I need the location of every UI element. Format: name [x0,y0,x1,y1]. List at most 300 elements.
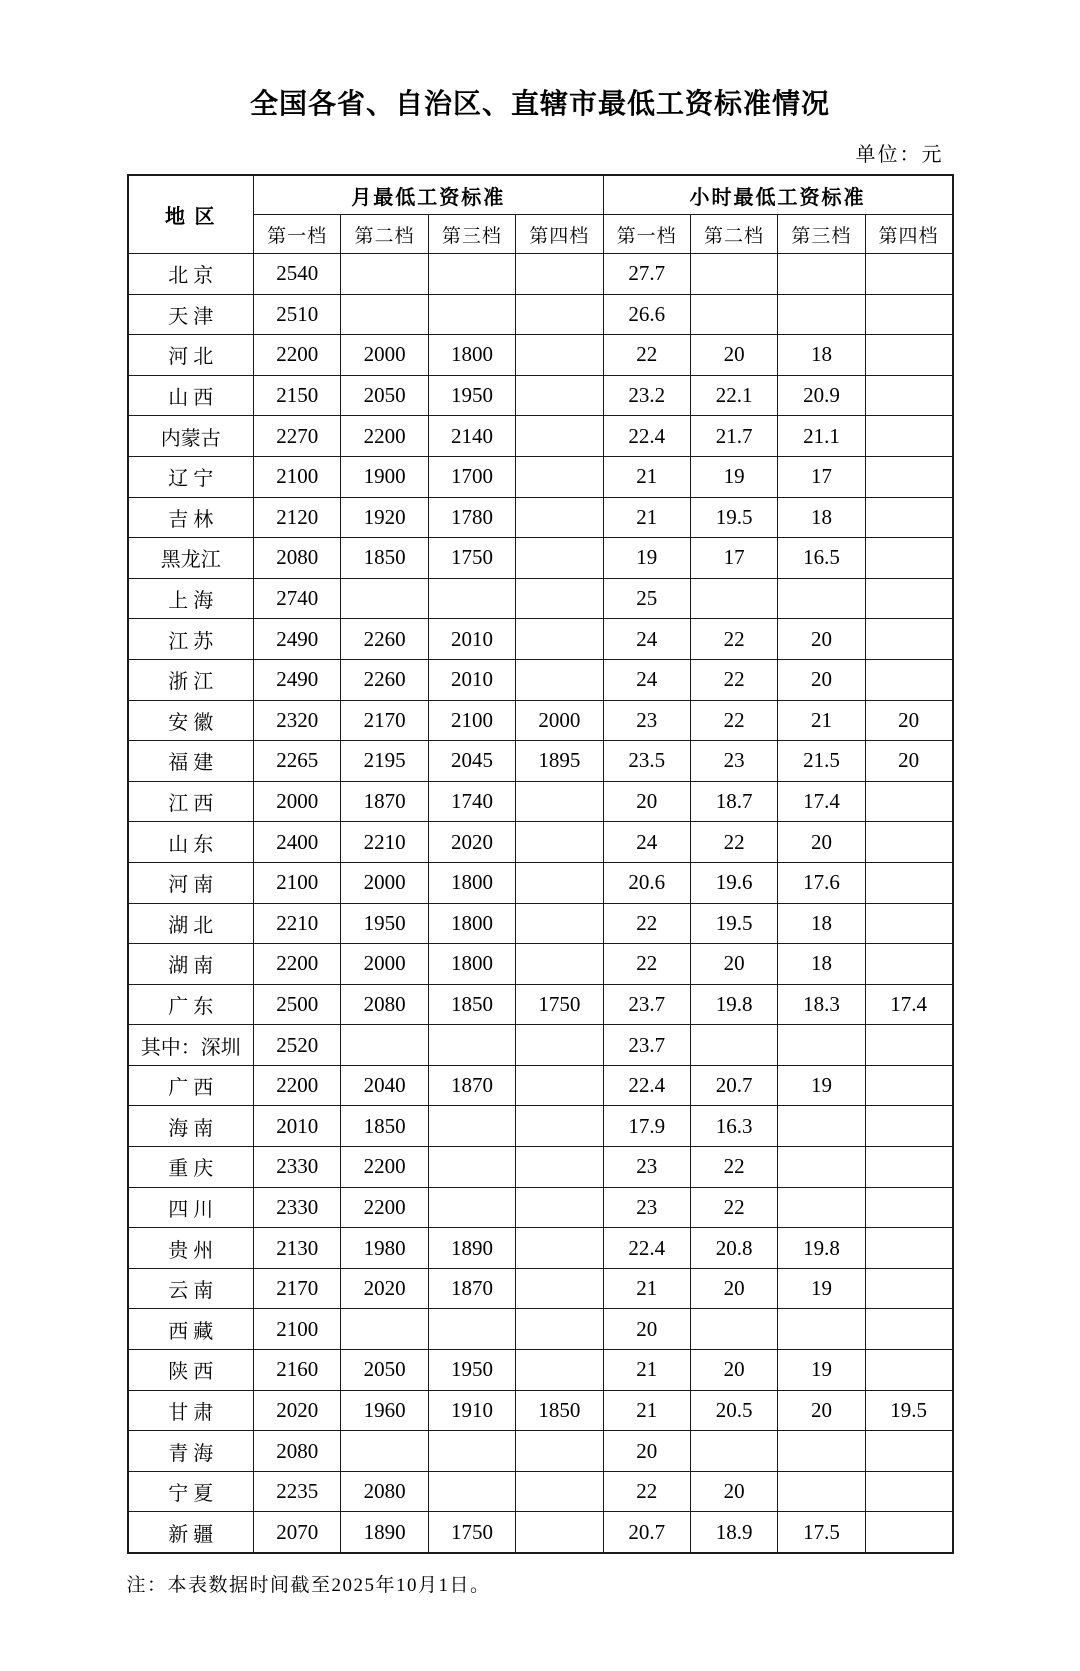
region-cell: 江 西 [128,781,254,822]
hourly-tier-3-cell [778,1471,865,1512]
monthly-tier-4-cell [516,822,603,863]
table-row [128,1350,953,1391]
hourly-tier-4-cell: 20 [865,700,952,741]
table-row [128,1512,953,1553]
hourly-tier-2-cell: 22 [690,822,777,863]
monthly-tier-2-cell: 2200 [341,1187,428,1228]
hourly-tier-1-cell: 23 [603,1147,690,1188]
table-row [128,781,953,822]
hourly-tier-4-cell [865,375,952,416]
monthly-tier-4-cell: 2000 [516,700,603,741]
hourly-tier-4-cell [865,862,952,903]
region-column-header: 地 区 [128,175,254,254]
hourly-tier-4-cell [865,578,952,619]
monthly-tier-3-cell: 1700 [428,456,515,497]
region-cell: 吉 林 [128,497,254,538]
monthly-tier-1-cell: 2740 [254,578,341,619]
hourly-tier-4-cell [865,294,952,335]
monthly-tier-4-cell [516,1147,603,1188]
monthly-tier-3-cell: 1800 [428,335,515,376]
monthly-tier-2-cell: 2000 [341,862,428,903]
region-cell: 其中：深圳 [128,1025,254,1066]
hourly-tier-1-cell: 22 [603,335,690,376]
hourly-tier-3-cell [778,1147,865,1188]
hourly-tier-1-cell: 23 [603,700,690,741]
monthly-tier-4-cell [516,1106,603,1147]
hourly-tier-3-cell [778,1187,865,1228]
monthly-tier-4-cell [516,862,603,903]
hourly-tier-3-cell: 20 [778,822,865,863]
hourly-tier-3-cell: 19 [778,1065,865,1106]
hourly-tier-3-cell: 18 [778,497,865,538]
table-row [128,1431,953,1472]
monthly-tier-4-cell [516,1431,603,1472]
table-container [127,138,954,1554]
hourly-tier-2-cell: 22 [690,659,777,700]
region-cell: 河 南 [128,862,254,903]
monthly-tier-1-cell: 2150 [254,375,341,416]
monthly-tier-2-cell: 2260 [341,659,428,700]
region-cell: 河 北 [128,335,254,376]
hourly-tier-1-cell: 20 [603,1431,690,1472]
monthly-tier-2-cell: 2000 [341,944,428,985]
hourly-tier-1-cell: 22.4 [603,1065,690,1106]
monthly-tier-2-cell: 2050 [341,375,428,416]
monthly-tier-1-cell: 2200 [254,335,341,376]
hourly-tier-3-cell: 20 [778,1390,865,1431]
hourly-tier-3-cell [778,1025,865,1066]
monthly-tier-2-cell: 1900 [341,456,428,497]
hourly-tier-4-cell [865,822,952,863]
hourly-tier-4-cell [865,1106,952,1147]
region-cell: 北 京 [128,254,254,295]
monthly-tier-1-cell: 2210 [254,903,341,944]
table-row [128,1106,953,1147]
monthly-tier-3-cell: 1800 [428,944,515,985]
region-cell: 重 庆 [128,1147,254,1188]
hourly-tier-2-cell: 18.7 [690,781,777,822]
monthly-tier-1-cell: 2520 [254,1025,341,1066]
monthly-tier-4-cell [516,1350,603,1391]
monthly-tier-3-cell: 1780 [428,497,515,538]
monthly-tier-4-cell: 1750 [516,984,603,1025]
hourly-tier-3-cell: 18.3 [778,984,865,1025]
hourly-tier-1-cell: 23.2 [603,375,690,416]
hourly-tier-4-cell [865,944,952,985]
hourly-tier-1-cell: 21 [603,1390,690,1431]
monthly-tier-4-cell [516,1065,603,1106]
region-cell: 广 东 [128,984,254,1025]
monthly-tier-4-cell [516,335,603,376]
monthly-tier-1-cell: 2120 [254,497,341,538]
hourly-tier-3-cell: 17.6 [778,862,865,903]
region-cell: 浙 江 [128,659,254,700]
monthly-tier-3-cell [428,1431,515,1472]
hourly-tier-2-cell [690,578,777,619]
table-row [128,619,953,660]
table-row [128,822,953,863]
monthly-tier-1-cell: 2235 [254,1471,341,1512]
monthly-tier-4-cell [516,1228,603,1269]
hourly-tier-1-cell: 24 [603,659,690,700]
tier-header-monthly-3: 第三档 [428,215,515,254]
hourly-tier-2-cell: 17 [690,538,777,579]
table-row [128,944,953,985]
hourly-tier-2-cell: 20 [690,944,777,985]
hourly-tier-1-cell: 23.7 [603,1025,690,1066]
hourly-tier-4-cell: 17.4 [865,984,952,1025]
hourly-tier-4-cell [865,1268,952,1309]
monthly-tier-3-cell: 1870 [428,1065,515,1106]
hourly-tier-2-cell [690,1025,777,1066]
hourly-tier-1-cell: 21 [603,497,690,538]
hourly-tier-1-cell: 20.7 [603,1512,690,1553]
table-row [128,294,953,335]
hourly-tier-1-cell: 27.7 [603,254,690,295]
hourly-tier-4-cell [865,1228,952,1269]
monthly-tier-2-cell: 2050 [341,1350,428,1391]
hourly-tier-1-cell: 26.6 [603,294,690,335]
table-row [128,1065,953,1106]
monthly-tier-3-cell: 2045 [428,741,515,782]
hourly-tier-2-cell: 22 [690,619,777,660]
table-row [128,456,953,497]
monthly-tier-4-cell [516,1025,603,1066]
monthly-tier-3-cell [428,1471,515,1512]
hourly-tier-1-cell: 23.5 [603,741,690,782]
monthly-tier-2-cell: 1850 [341,1106,428,1147]
monthly-tier-1-cell: 2200 [254,944,341,985]
table-row [128,1228,953,1269]
hourly-tier-4-cell [865,1431,952,1472]
monthly-tier-4-cell [516,538,603,579]
hourly-tier-3-cell [778,578,865,619]
hourly-tier-2-cell: 22.1 [690,375,777,416]
hourly-tier-4-cell [865,497,952,538]
monthly-group-header: 月最低工资标准 [254,175,604,215]
monthly-tier-2-cell [341,1309,428,1350]
hourly-tier-3-cell: 21 [778,700,865,741]
hourly-tier-3-cell: 17 [778,456,865,497]
table-row [128,741,953,782]
monthly-tier-3-cell [428,294,515,335]
table-row [128,1268,953,1309]
table-row [128,1025,953,1066]
table-header [128,175,953,254]
monthly-tier-4-cell [516,659,603,700]
monthly-tier-3-cell: 1950 [428,1350,515,1391]
monthly-tier-1-cell: 2500 [254,984,341,1025]
hourly-tier-2-cell: 19.5 [690,903,777,944]
hourly-tier-2-cell: 19 [690,456,777,497]
hourly-tier-4-cell [865,1309,952,1350]
hourly-tier-3-cell: 17.4 [778,781,865,822]
hourly-tier-3-cell: 16.5 [778,538,865,579]
monthly-tier-3-cell: 1910 [428,1390,515,1431]
table-row [128,659,953,700]
hourly-tier-3-cell [778,1309,865,1350]
monthly-tier-3-cell [428,1187,515,1228]
table-row [128,1187,953,1228]
hourly-tier-4-cell [865,254,952,295]
hourly-tier-2-cell [690,1431,777,1472]
monthly-tier-4-cell [516,1187,603,1228]
table-row [128,903,953,944]
monthly-tier-2-cell: 2195 [341,741,428,782]
table-row [128,416,953,457]
hourly-tier-2-cell: 20.7 [690,1065,777,1106]
monthly-tier-2-cell [341,1025,428,1066]
region-cell: 湖 北 [128,903,254,944]
monthly-tier-4-cell [516,578,603,619]
monthly-tier-3-cell: 1740 [428,781,515,822]
monthly-tier-3-cell [428,1147,515,1188]
region-cell: 广 西 [128,1065,254,1106]
monthly-tier-4-cell [516,781,603,822]
monthly-tier-1-cell: 2100 [254,1309,341,1350]
hourly-tier-1-cell: 22.4 [603,1228,690,1269]
hourly-tier-4-cell [865,456,952,497]
monthly-tier-3-cell: 2100 [428,700,515,741]
monthly-tier-4-cell: 1895 [516,741,603,782]
monthly-tier-2-cell: 2080 [341,1471,428,1512]
hourly-tier-3-cell: 17.5 [778,1512,865,1553]
monthly-tier-4-cell [516,375,603,416]
hourly-tier-2-cell: 22 [690,1187,777,1228]
monthly-tier-2-cell: 2260 [341,619,428,660]
monthly-tier-2-cell: 2170 [341,700,428,741]
hourly-tier-4-cell [865,1512,952,1553]
hourly-tier-3-cell [778,1106,865,1147]
monthly-tier-1-cell: 2330 [254,1187,341,1228]
hourly-tier-1-cell: 19 [603,538,690,579]
region-cell: 湖 南 [128,944,254,985]
monthly-tier-2-cell [341,294,428,335]
monthly-tier-3-cell: 1950 [428,375,515,416]
region-cell: 内蒙古 [128,416,254,457]
hourly-tier-1-cell: 23 [603,1187,690,1228]
monthly-tier-1-cell: 2130 [254,1228,341,1269]
monthly-tier-3-cell: 2010 [428,659,515,700]
region-cell: 陕 西 [128,1350,254,1391]
monthly-tier-1-cell: 2270 [254,416,341,457]
group-header-row [128,175,953,215]
monthly-tier-2-cell: 1980 [341,1228,428,1269]
region-cell: 新 疆 [128,1512,254,1553]
monthly-tier-4-cell [516,1512,603,1553]
monthly-tier-3-cell: 1890 [428,1228,515,1269]
hourly-tier-4-cell: 19.5 [865,1390,952,1431]
hourly-tier-4-cell [865,416,952,457]
monthly-tier-2-cell [341,254,428,295]
hourly-tier-3-cell: 18 [778,944,865,985]
monthly-tier-1-cell: 2510 [254,294,341,335]
hourly-tier-1-cell: 22 [603,1471,690,1512]
hourly-tier-2-cell: 21.7 [690,416,777,457]
footnote: 注：本表数据时间截至2025年10月1日。 [126,1575,491,1596]
monthly-tier-1-cell: 2320 [254,700,341,741]
hourly-tier-1-cell: 20.6 [603,862,690,903]
hourly-tier-3-cell [778,1431,865,1472]
hourly-tier-4-cell [865,1065,952,1106]
hourly-tier-2-cell: 20 [690,1350,777,1391]
table-row [128,984,953,1025]
monthly-tier-2-cell: 2000 [341,335,428,376]
monthly-tier-4-cell [516,1268,603,1309]
hourly-tier-2-cell: 22 [690,700,777,741]
hourly-tier-3-cell: 20.9 [778,375,865,416]
monthly-tier-3-cell: 2140 [428,416,515,457]
monthly-tier-4-cell [516,1471,603,1512]
table-body [128,254,953,1554]
hourly-tier-4-cell [865,619,952,660]
region-cell: 海 南 [128,1106,254,1147]
hourly-tier-1-cell: 22.4 [603,416,690,457]
table-row [128,497,953,538]
hourly-tier-3-cell: 18 [778,903,865,944]
monthly-tier-2-cell: 1890 [341,1512,428,1553]
monthly-tier-3-cell: 1870 [428,1268,515,1309]
hourly-tier-3-cell [778,294,865,335]
tier-header-hourly-2: 第二档 [690,215,777,254]
monthly-tier-2-cell: 1950 [341,903,428,944]
region-cell: 福 建 [128,741,254,782]
monthly-tier-4-cell [516,254,603,295]
hourly-tier-1-cell: 24 [603,822,690,863]
table-row [128,254,953,295]
unit-label: 单位：元 [855,144,944,166]
hourly-tier-3-cell: 19 [778,1268,865,1309]
hourly-tier-2-cell: 19.8 [690,984,777,1025]
region-cell: 青 海 [128,1431,254,1472]
hourly-tier-1-cell: 21 [603,456,690,497]
hourly-tier-2-cell: 23 [690,741,777,782]
monthly-tier-1-cell: 2490 [254,619,341,660]
hourly-tier-1-cell: 21 [603,1350,690,1391]
hourly-tier-2-cell [690,294,777,335]
region-cell: 甘 肃 [128,1390,254,1431]
monthly-tier-4-cell [516,903,603,944]
monthly-tier-3-cell [428,578,515,619]
hourly-tier-1-cell: 20 [603,781,690,822]
hourly-tier-4-cell [865,1147,952,1188]
hourly-tier-4-cell [865,781,952,822]
monthly-tier-1-cell: 2080 [254,1431,341,1472]
region-cell: 宁 夏 [128,1471,254,1512]
monthly-tier-1-cell: 2540 [254,254,341,295]
region-cell: 上 海 [128,578,254,619]
monthly-tier-1-cell: 2160 [254,1350,341,1391]
hourly-tier-2-cell: 19.6 [690,862,777,903]
monthly-tier-2-cell: 2200 [341,1147,428,1188]
hourly-tier-2-cell [690,1309,777,1350]
monthly-tier-4-cell [516,619,603,660]
monthly-tier-2-cell: 2080 [341,984,428,1025]
hourly-tier-2-cell: 18.9 [690,1512,777,1553]
hourly-tier-1-cell: 17.9 [603,1106,690,1147]
monthly-tier-2-cell: 2210 [341,822,428,863]
monthly-tier-1-cell: 2070 [254,1512,341,1553]
hourly-tier-3-cell: 20 [778,619,865,660]
hourly-tier-2-cell: 20 [690,1471,777,1512]
hourly-tier-1-cell: 22 [603,903,690,944]
hourly-tier-2-cell: 22 [690,1147,777,1188]
monthly-tier-1-cell: 2010 [254,1106,341,1147]
monthly-tier-2-cell: 1870 [341,781,428,822]
monthly-tier-2-cell: 2040 [341,1065,428,1106]
monthly-tier-1-cell: 2100 [254,456,341,497]
hourly-tier-3-cell: 21.5 [778,741,865,782]
monthly-tier-1-cell: 2490 [254,659,341,700]
monthly-tier-3-cell: 1750 [428,538,515,579]
hourly-tier-2-cell: 16.3 [690,1106,777,1147]
table-row [128,538,953,579]
region-cell: 江 苏 [128,619,254,660]
tier-header-hourly-4: 第四档 [865,215,952,254]
monthly-tier-4-cell: 1850 [516,1390,603,1431]
hourly-tier-4-cell [865,335,952,376]
monthly-tier-1-cell: 2330 [254,1147,341,1188]
table-row [128,578,953,619]
table-row [128,335,953,376]
region-cell: 西 藏 [128,1309,254,1350]
monthly-tier-3-cell: 1800 [428,903,515,944]
hourly-tier-1-cell: 24 [603,619,690,660]
hourly-tier-1-cell: 25 [603,578,690,619]
hourly-tier-4-cell [865,659,952,700]
hourly-tier-1-cell: 20 [603,1309,690,1350]
monthly-tier-3-cell: 1800 [428,862,515,903]
hourly-tier-4-cell [865,1187,952,1228]
monthly-tier-1-cell: 2200 [254,1065,341,1106]
hourly-tier-2-cell: 20.8 [690,1228,777,1269]
monthly-tier-1-cell: 2020 [254,1390,341,1431]
monthly-tier-1-cell: 2265 [254,741,341,782]
monthly-tier-3-cell: 2020 [428,822,515,863]
monthly-tier-1-cell: 2080 [254,538,341,579]
monthly-tier-1-cell: 2000 [254,781,341,822]
table-row [128,862,953,903]
monthly-tier-2-cell [341,1431,428,1472]
monthly-tier-2-cell: 1850 [341,538,428,579]
hourly-tier-2-cell: 19.5 [690,497,777,538]
hourly-tier-4-cell [865,538,952,579]
tier-header-hourly-3: 第三档 [778,215,865,254]
table-row [128,375,953,416]
hourly-tier-1-cell: 23.7 [603,984,690,1025]
tier-header-monthly-1: 第一档 [254,215,341,254]
monthly-tier-1-cell: 2170 [254,1268,341,1309]
hourly-tier-2-cell: 20 [690,1268,777,1309]
monthly-tier-3-cell [428,1309,515,1350]
monthly-tier-3-cell: 1750 [428,1512,515,1553]
monthly-tier-2-cell [341,578,428,619]
hourly-tier-4-cell: 20 [865,741,952,782]
hourly-tier-3-cell: 19.8 [778,1228,865,1269]
table-row [128,1471,953,1512]
monthly-tier-2-cell: 1960 [341,1390,428,1431]
monthly-tier-4-cell [516,497,603,538]
monthly-tier-2-cell: 2200 [341,416,428,457]
monthly-tier-4-cell [516,1309,603,1350]
hourly-tier-4-cell [865,1025,952,1066]
hourly-tier-4-cell [865,1471,952,1512]
hourly-tier-1-cell: 22 [603,944,690,985]
document-page [0,82,1080,1597]
minimum-wage-table [127,174,954,1554]
table-row [128,1390,953,1431]
monthly-tier-3-cell [428,1106,515,1147]
